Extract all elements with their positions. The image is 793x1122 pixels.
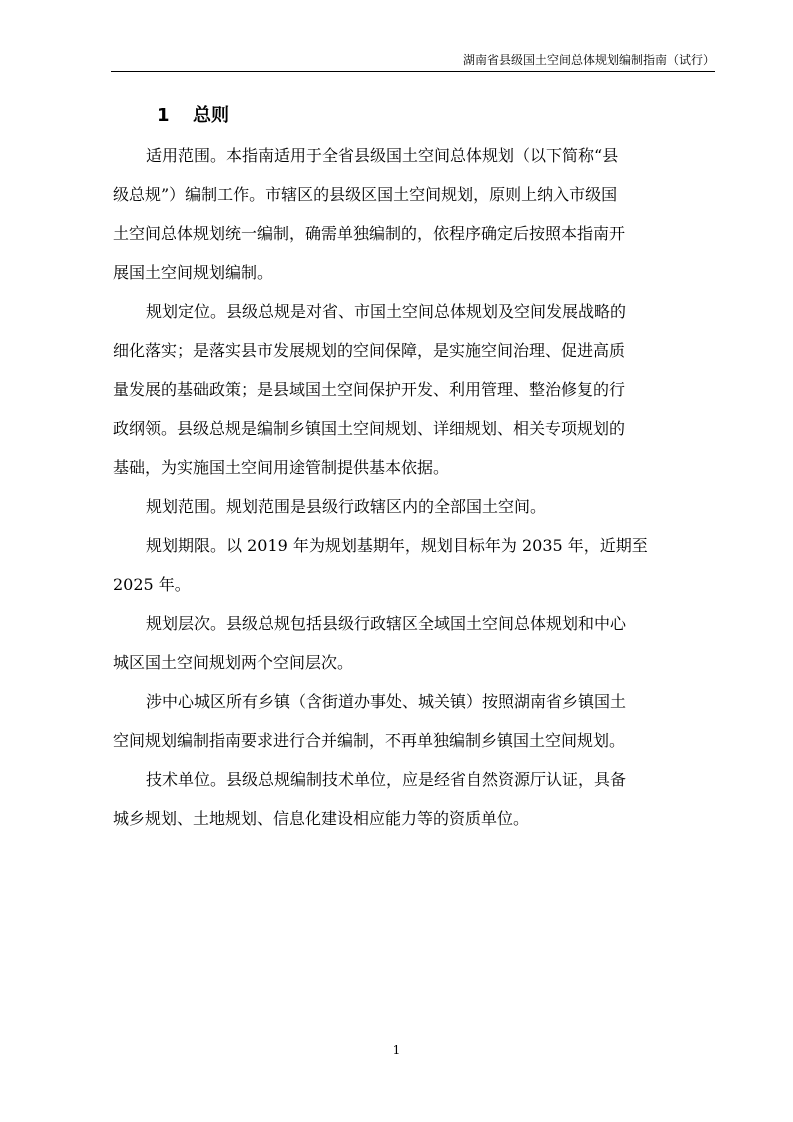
paragraph-levels (113, 604, 716, 682)
term-technical-unit: 技术单位。 (146, 770, 227, 789)
term-scope: 适用范围。 (146, 146, 227, 165)
chapter-heading (113, 96, 716, 136)
paragraph-line: 土空间总体规划统一编制，确需单独编制的，依程序确定后按照本指南开 (113, 224, 626, 243)
term-levels: 规划层次。 (146, 614, 227, 633)
paragraph-line: 空间规划编制指南要求进行合并编制，不再单独编制乡镇国土空间规划。 (113, 731, 626, 750)
paragraph-technical-unit (113, 760, 716, 838)
paragraph-line: 量发展的基础政策；是县域国土空间保护开发、利用管理、整治修复的行 (113, 380, 626, 399)
paragraph-line: 城区国土空间规划两个空间层次。 (113, 653, 354, 672)
paragraph-line: 基础，为实施国土空间用途管制提供基本依据。 (113, 458, 450, 477)
paragraph-line: 细化落实；是落实县市发展规划的空间保障，是实施空间治理、促进高质 (113, 341, 626, 360)
paragraph-line: 2025 年。 (113, 575, 191, 594)
paragraph-line: 本指南适用于全省县级国土空间总体规划（以下简称“县 (226, 146, 619, 165)
paragraph-range (113, 487, 716, 526)
paragraph-line: 展国土空间规划编制。 (113, 263, 274, 282)
paragraph-line: 县级总规是对省、市国土空间总体规划及空间发展战略的 (226, 302, 627, 321)
paragraph-scope (113, 136, 716, 292)
chapter-number: 1 (157, 105, 170, 126)
paragraph-line: 县级总规包括县级行政辖区全域国土空间总体规划和中心 (226, 614, 627, 633)
term-positioning: 规划定位。 (146, 302, 227, 321)
chapter-title: 总则 (193, 105, 229, 126)
paragraph-line: 以 2019 年为规划基期年，规划目标年为 2035 年，近期至 (226, 536, 648, 555)
paragraph-line: 涉中心城区所有乡镇（含街道办事处、城关镇）按照湖南省乡镇国土 (146, 692, 627, 711)
paragraph-positioning (113, 292, 716, 487)
paragraph-line: 县级总规编制技术单位，应是经省自然资源厅认证，具备 (226, 770, 627, 789)
running-header: 湖南省县级国土空间总体规划编制指南（试行） (462, 53, 715, 67)
header-divider (111, 71, 715, 72)
term-range: 规划范围。 (146, 497, 227, 516)
paragraph-line: 规划范围是县级行政辖区内的全部国土空间。 (226, 497, 547, 516)
paragraph-line: 政纲领。县级总规是编制乡镇国土空间规划、详细规划、相关专项规划的 (113, 419, 626, 438)
document-body (113, 96, 716, 838)
paragraph-line: 级总规”）编制工作。市辖区的县级区国土空间规划，原则上纳入市级国 (113, 185, 618, 204)
paragraph-line: 城乡规划、土地规划、信息化建设相应能力等的资质单位。 (113, 809, 530, 828)
term-period: 规划期限。 (146, 536, 227, 555)
paragraph-townships (113, 682, 716, 760)
paragraph-period (113, 526, 716, 604)
page-number: 1 (392, 1043, 401, 1057)
